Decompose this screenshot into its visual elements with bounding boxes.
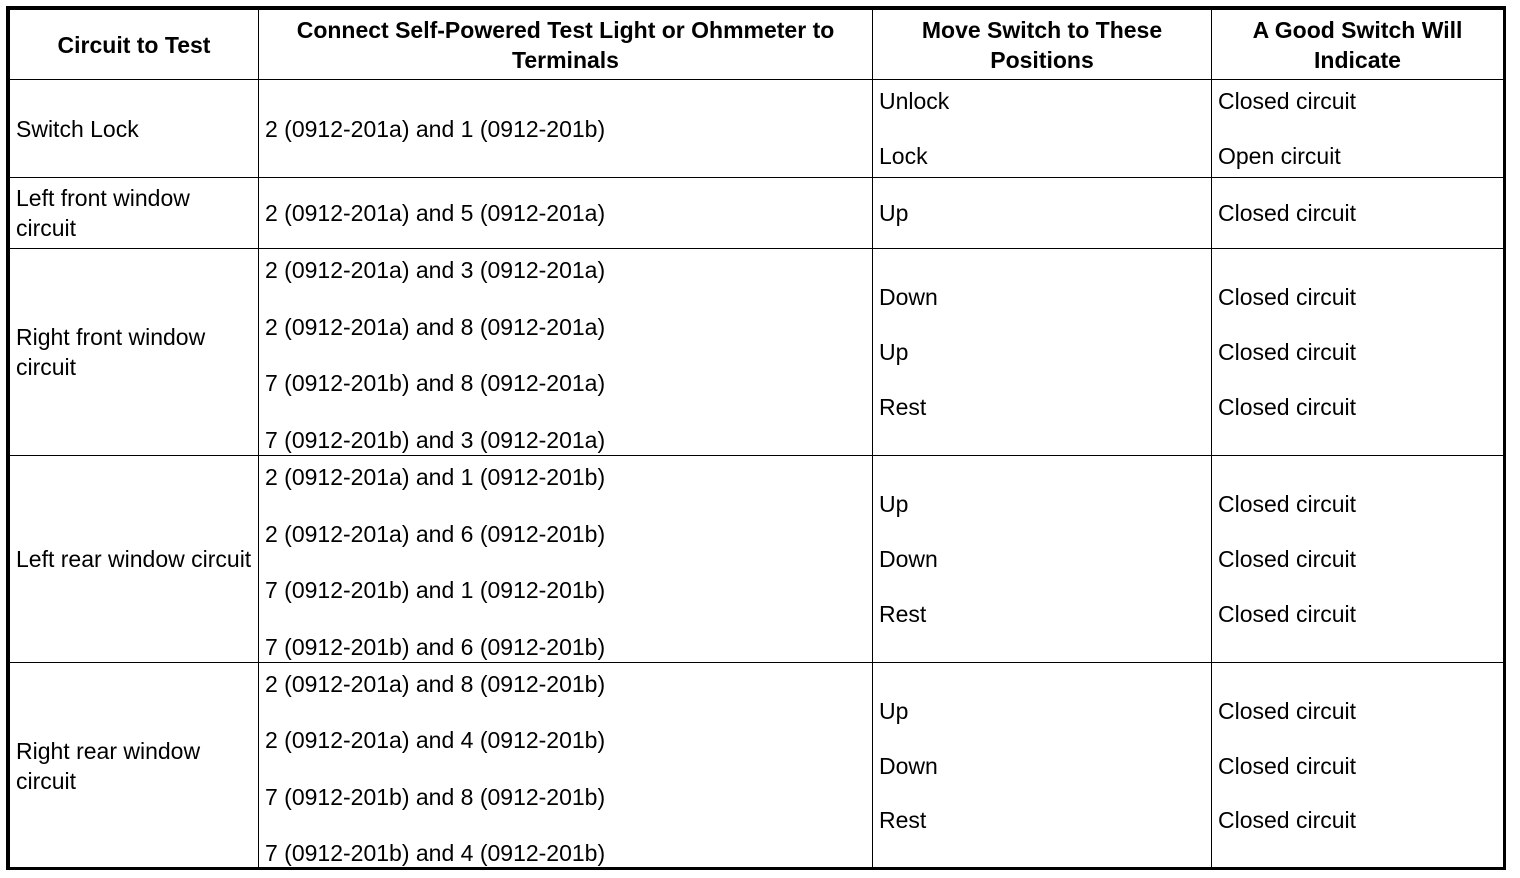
terminals-cell: [259, 663, 873, 869]
terminal-pair: 7 (0912-201b) and 3 (0912-201a): [265, 426, 606, 453]
indication-item: Closed circuit: [1218, 284, 1357, 310]
indication-item: Open circuit: [1218, 143, 1341, 169]
indication-item: Closed circuit: [1218, 698, 1357, 724]
terminal-pair: 7 (0912-201b) and 8 (0912-201b): [265, 783, 606, 810]
terminal-pair: 2 (0912-201a) and 8 (0912-201b): [265, 671, 606, 697]
circuit-cell: Right front window circuit: [10, 249, 259, 456]
test-table: [9, 9, 1504, 869]
header-indication: A Good Switch Will Indicate: [1212, 10, 1504, 80]
indication-cell: [1212, 249, 1504, 456]
circuit-cell: Switch Lock: [10, 80, 259, 178]
indication-item: Closed circuit: [1218, 491, 1357, 517]
terminal-pair: 7 (0912-201b) and 4 (0912-201b): [265, 839, 606, 866]
table-row: [10, 178, 1504, 249]
position-item: Up: [879, 200, 909, 226]
circuit-cell: Left rear window circuit: [10, 456, 259, 663]
header-terminals: Connect Self-Powered Test Light or Ohmmeter to Terminals: [259, 10, 873, 80]
indication-cell: [1212, 80, 1504, 178]
indication-item: Closed circuit: [1218, 807, 1357, 833]
terminals-cell: [259, 178, 873, 249]
position-item: Down: [879, 546, 938, 572]
table-row: [10, 663, 1504, 869]
terminals-cell: [259, 249, 873, 456]
indication-cell: [1212, 456, 1504, 663]
position-item: Rest: [879, 601, 927, 627]
indication-item: Closed circuit: [1218, 601, 1357, 627]
position-item: Rest: [879, 394, 927, 420]
positions-cell: [873, 80, 1212, 178]
indication-item: Closed circuit: [1218, 339, 1357, 365]
position-item: Down: [879, 752, 938, 779]
header-circuit: Circuit to Test: [10, 10, 259, 80]
terminal-pair: 7 (0912-201b) and 8 (0912-201a): [265, 370, 606, 397]
indication-cell: [1212, 178, 1504, 249]
position-item: Lock: [879, 143, 928, 169]
positions-cell: [873, 663, 1212, 869]
position-item: Up: [879, 698, 909, 724]
position-item: Up: [879, 491, 909, 517]
header-positions: Move Switch to These Positions: [873, 10, 1212, 80]
position-item: Down: [879, 284, 938, 310]
positions-cell: [873, 178, 1212, 249]
table-row: [10, 80, 1504, 178]
indication-cell: [1212, 663, 1504, 869]
indication-item: Closed circuit: [1218, 200, 1357, 226]
terminal-pair: 2 (0912-201a) and 3 (0912-201a): [265, 257, 606, 283]
position-item: Unlock: [879, 88, 950, 114]
circuit-cell: Right rear window circuit: [10, 663, 259, 869]
terminal-pair: 2 (0912-201a) and 1 (0912-201b): [265, 464, 606, 490]
indication-item: Closed circuit: [1218, 88, 1357, 114]
position-item: Up: [879, 339, 909, 365]
terminal-pair: 2 (0912-201a) and 6 (0912-201b): [265, 520, 606, 547]
indication-item: Closed circuit: [1218, 546, 1357, 572]
circuit-cell: Left front window circuit: [10, 178, 259, 249]
terminal-pair: 2 (0912-201a) and 4 (0912-201b): [265, 727, 606, 754]
terminals-cell: [259, 80, 873, 178]
positions-cell: [873, 456, 1212, 663]
terminal-pair: 7 (0912-201b) and 1 (0912-201b): [265, 577, 606, 604]
table-row: [10, 456, 1504, 663]
header-row: [10, 10, 1504, 80]
table-row: [10, 249, 1504, 456]
terminals-cell: [259, 456, 873, 663]
terminal-pair: 7 (0912-201b) and 6 (0912-201b): [265, 633, 606, 660]
terminal-pair: 2 (0912-201a) and 5 (0912-201a): [265, 200, 606, 226]
switch-test-table: [6, 6, 1506, 870]
terminal-pair: 2 (0912-201a) and 8 (0912-201a): [265, 313, 606, 340]
indication-item: Closed circuit: [1218, 752, 1357, 779]
positions-cell: [873, 249, 1212, 456]
position-item: Rest: [879, 807, 927, 833]
indication-item: Closed circuit: [1218, 394, 1357, 420]
terminal-pair: 2 (0912-201a) and 1 (0912-201b): [265, 115, 606, 142]
